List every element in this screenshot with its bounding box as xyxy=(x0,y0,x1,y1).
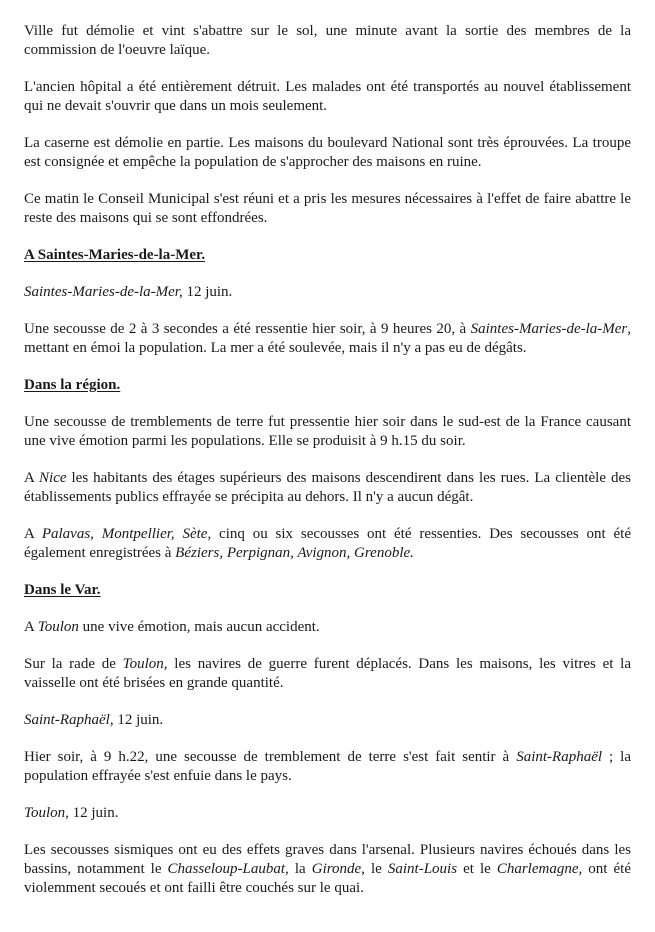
text-segment: cinq ou six secousses ont été ressenties. Des secousses ont été également enregistrées à xyxy=(24,526,631,561)
heading-saintes-maries: A Saintes-Maries-de-la-Mer. xyxy=(24,247,206,263)
dateline-toulon xyxy=(24,804,631,823)
paragraph-nice xyxy=(24,469,631,507)
paragraph-saint-raphael xyxy=(24,748,631,786)
place-name: Toulon xyxy=(37,619,79,635)
text-segment: Les secousses sismiques ont eu des effets graves dans l'arsenal. Plusieurs navires échoués dans les bassins, notamment le xyxy=(24,842,631,877)
dateline-date: 12 juin. xyxy=(68,805,119,821)
dateline-saint-raphael xyxy=(24,711,631,730)
paragraph-text: L'ancien hôpital a été entièrement détruit. Les malades ont été transportés au nouvel établissement qui ne devait s'ouvrir que dans un mois seulement. xyxy=(24,79,631,114)
dateline-place: Toulon, xyxy=(24,805,69,821)
ship-name: Saint-Louis xyxy=(387,861,458,877)
place-name: Saint-Raphaël xyxy=(516,749,603,765)
paragraph-text: Ce matin le Conseil Municipal s'est réuni et a pris les mesures nécessaires à l'effet de faire abattre le reste des maisons qui se sont effondrées. xyxy=(24,191,631,226)
text-segment: et le xyxy=(457,861,497,877)
ship-name: Chasseloup-Laubat, xyxy=(167,861,289,877)
place-names: Béziers, Perpignan, Avignon, Grenoble. xyxy=(175,545,414,561)
paragraph-caserne xyxy=(24,134,631,172)
text-segment: A xyxy=(24,619,38,635)
place-name: Saintes-Maries-de-la-Mer xyxy=(470,321,628,337)
paragraph-secousse-sud-est xyxy=(24,413,631,451)
text-segment: , mettant en émoi la population. La mer a été soulevée, mais il n'y a pas eu de dégâts. xyxy=(24,321,631,356)
text-segment: A xyxy=(24,470,40,486)
text-segment: les navires de guerre furent déplacés. Dans les maisons, les vitres et la vaisselle ont été brisées en grande quantité. xyxy=(24,656,631,691)
place-name: Toulon, xyxy=(122,656,168,672)
place-names: Palavas, Montpellier, Sète, xyxy=(41,526,212,542)
heading-dans-le-var: Dans le Var. xyxy=(24,582,101,598)
paragraph-ancien-hopital xyxy=(24,78,631,116)
dateline-saintes-maries xyxy=(24,283,631,302)
text-segment: A xyxy=(24,526,42,542)
heading-dans-la-region: Dans la région. xyxy=(24,377,121,393)
dateline-date: 12 juin. xyxy=(113,712,164,728)
text-segment: ; la population effrayée s'est enfuie dans le pays. xyxy=(24,749,632,784)
text-segment: ont été violemment secoués et ont failli être couchés sur le quai. xyxy=(24,861,632,896)
paragraph-conseil-municipal xyxy=(24,190,631,228)
text-segment: Sur la rade de xyxy=(24,656,123,672)
dateline-place: Saint-Raphaël, xyxy=(24,712,114,728)
paragraph-secousse-saintes xyxy=(24,320,631,358)
paragraph-arsenal xyxy=(24,841,631,898)
paragraph-ville-demolie xyxy=(24,22,631,60)
dateline-place: Saintes-Maries-de-la-Mer, xyxy=(24,284,183,300)
text-segment: le xyxy=(364,861,388,877)
dateline-date: 12 juin. xyxy=(182,284,233,300)
paragraph-text: Une secousse de tremblements de terre fut pressentie hier soir dans le sud-est de la France causant une vive émotion parmi les populations. Elle se produisit à 9 h.15 du soir. xyxy=(24,414,631,449)
paragraph-rade-toulon xyxy=(24,655,631,693)
paragraph-palavas xyxy=(24,525,631,563)
paragraph-toulon-emotion xyxy=(24,618,631,637)
paragraph-text: La caserne est démolie en partie. Les maisons du boulevard National sont très éprouvées. La troupe est consignée et empêche la population de s'approcher des maisons en ruine. xyxy=(24,135,631,170)
ship-name: Charlemagne, xyxy=(496,861,583,877)
text-segment: les habitants des étages supérieurs des maisons descendirent dans les rues. La clientèle des établissements publics effrayée se précipita au dehors. Il n'y a aucun dégât. xyxy=(24,470,631,505)
text-segment: Hier soir, à 9 h.22, une secousse de tremblement de terre s'est fait sentir à xyxy=(24,749,517,765)
paragraph-text: Ville fut démolie et vint s'abattre sur le sol, une minute avant la sortie des membres de la commission de l'oeuvre laïque. xyxy=(24,23,631,58)
text-segment: une vive émotion, mais aucun accident. xyxy=(78,619,320,635)
text-segment: la xyxy=(288,861,312,877)
text-segment: Une secousse de 2 à 3 secondes a été ressentie hier soir, à 9 heures 20, à xyxy=(24,321,471,337)
ship-name: Gironde, xyxy=(311,861,365,877)
place-name: Nice xyxy=(39,470,67,486)
